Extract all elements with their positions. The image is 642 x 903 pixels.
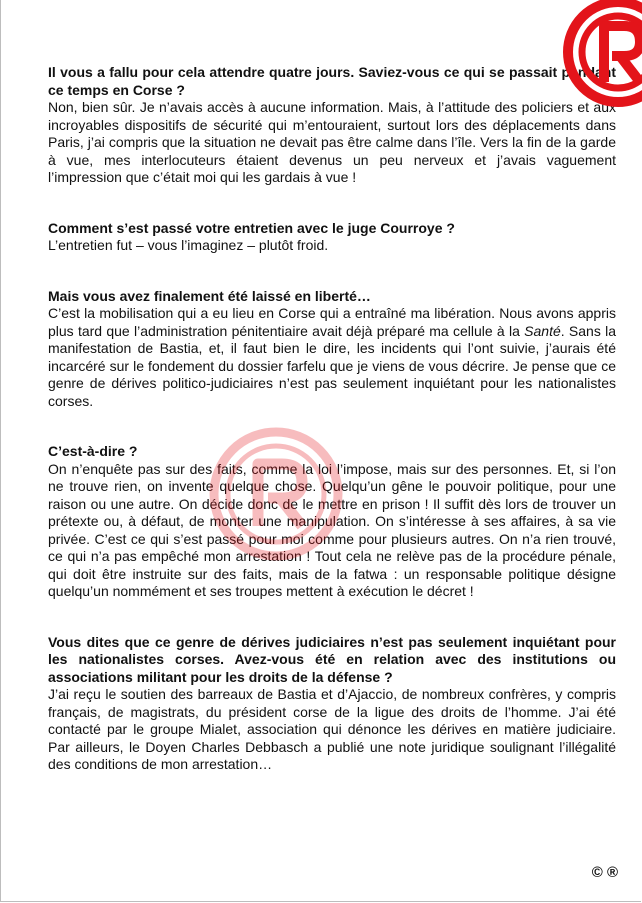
question: Comment s’est passé votre entretien avec le juge Courroye ? <box>48 219 455 236</box>
question: Vous dites que ce genre de dérives judiciaires n’est pas seulement inquiétant pour les nationalistes corses. Avez-vous été en relation avec des institutions ou associations militant pour les droits de la défense ? <box>48 633 616 685</box>
qa-section <box>48 634 616 774</box>
qa-section <box>48 288 616 411</box>
answer-text: C’est la mobilisation qui a eu lieu en Corse qui a entraîné ma libération. Nous avons appris plus tard que l’administration pénitentiaire avait déjà préparé ma cellule à la <box>48 305 616 339</box>
answer: J’ai reçu le soutien des barreaux de Bastia et d’Ajaccio, de nombreux confrères, y compris français, de magistrats, du président corse de la ligue des droits de l’homme. J’ai été contacté par le groupe Mialet, association qui dénonce les dérives en matière judiciaire. Par ailleurs, le Doyen Charles Debbasch a publié une note juridique soulignant l’illégalité des conditions de mon arrestation… <box>48 686 616 772</box>
qa-section <box>48 443 616 601</box>
answer <box>48 305 616 410</box>
question: Il vous a fallu pour cela attendre quatre jours. Saviez-vous ce qui se passait pendant ce temps en Corse ? <box>48 64 616 98</box>
question: Mais vous avez finalement été laissé en liberté… <box>48 287 371 304</box>
copyright-mark: © ® <box>591 864 618 881</box>
qa-section <box>48 64 616 187</box>
answer: On n’enquête pas sur des faits, comme la loi l’impose, mais sur des personnes. Et, si l’on ne trouve rien, on invente quelque chose. Quelqu’un gêne le pouvoir politique, pour une raison ou une autre. On décide donc de le mettre en prison ! Il suffit dès lors de trouver un prétexte ou, à défaut, de monter une manipulation. On s’intéresse à ses affaires, à sa vie privée. C’est ce qui s’est passé pour moi comme pour plusieurs autres. On n’a rien trouvé, ce qui n’a pas empêché mon arrestation ! Tout cela ne relève pas de la procédure pénale, qui doit être instruite sur des faits, mais de la fatwa : un responsable politique désigne quelqu’un nommément et ses troupes mettent à exécution le décret ! <box>48 460 616 599</box>
answer: Non, bien sûr. Je n’avais accès à aucune information. Mais, à l’attitude des policiers et aux incroyables dispositifs de sécurité qui m’entouraient, surtout lors des déplacements dans Paris, j’ai compris que la situation ne devait pas être calme dans l’île. Vers la fin de la garde à vue, mes interlocuteurs étaient devenus un peu nerveux et j’avais vaguement l’impression que c’était moi qui les gardais à vue ! <box>48 99 616 185</box>
answer: L’entretien fut – vous l’imaginez – plutôt froid. <box>48 237 329 253</box>
document-body <box>48 64 616 807</box>
question: C’est-à-dire ? <box>48 443 138 459</box>
qa-section <box>48 220 616 255</box>
answer-italic-text: Santé <box>524 322 561 339</box>
answer-text: . Sans la manifestation de Bastia, et, il faut bien le dire, les incidents qui l’ont suivie, j’aurais été incarcéré sur le fondement du dossier farfelu que je viens de vous décrire. Je pense que ce genre de dérives politico-judiciaires n’est pas seulement inquiétant pour les nationalistes corses. <box>48 322 617 409</box>
